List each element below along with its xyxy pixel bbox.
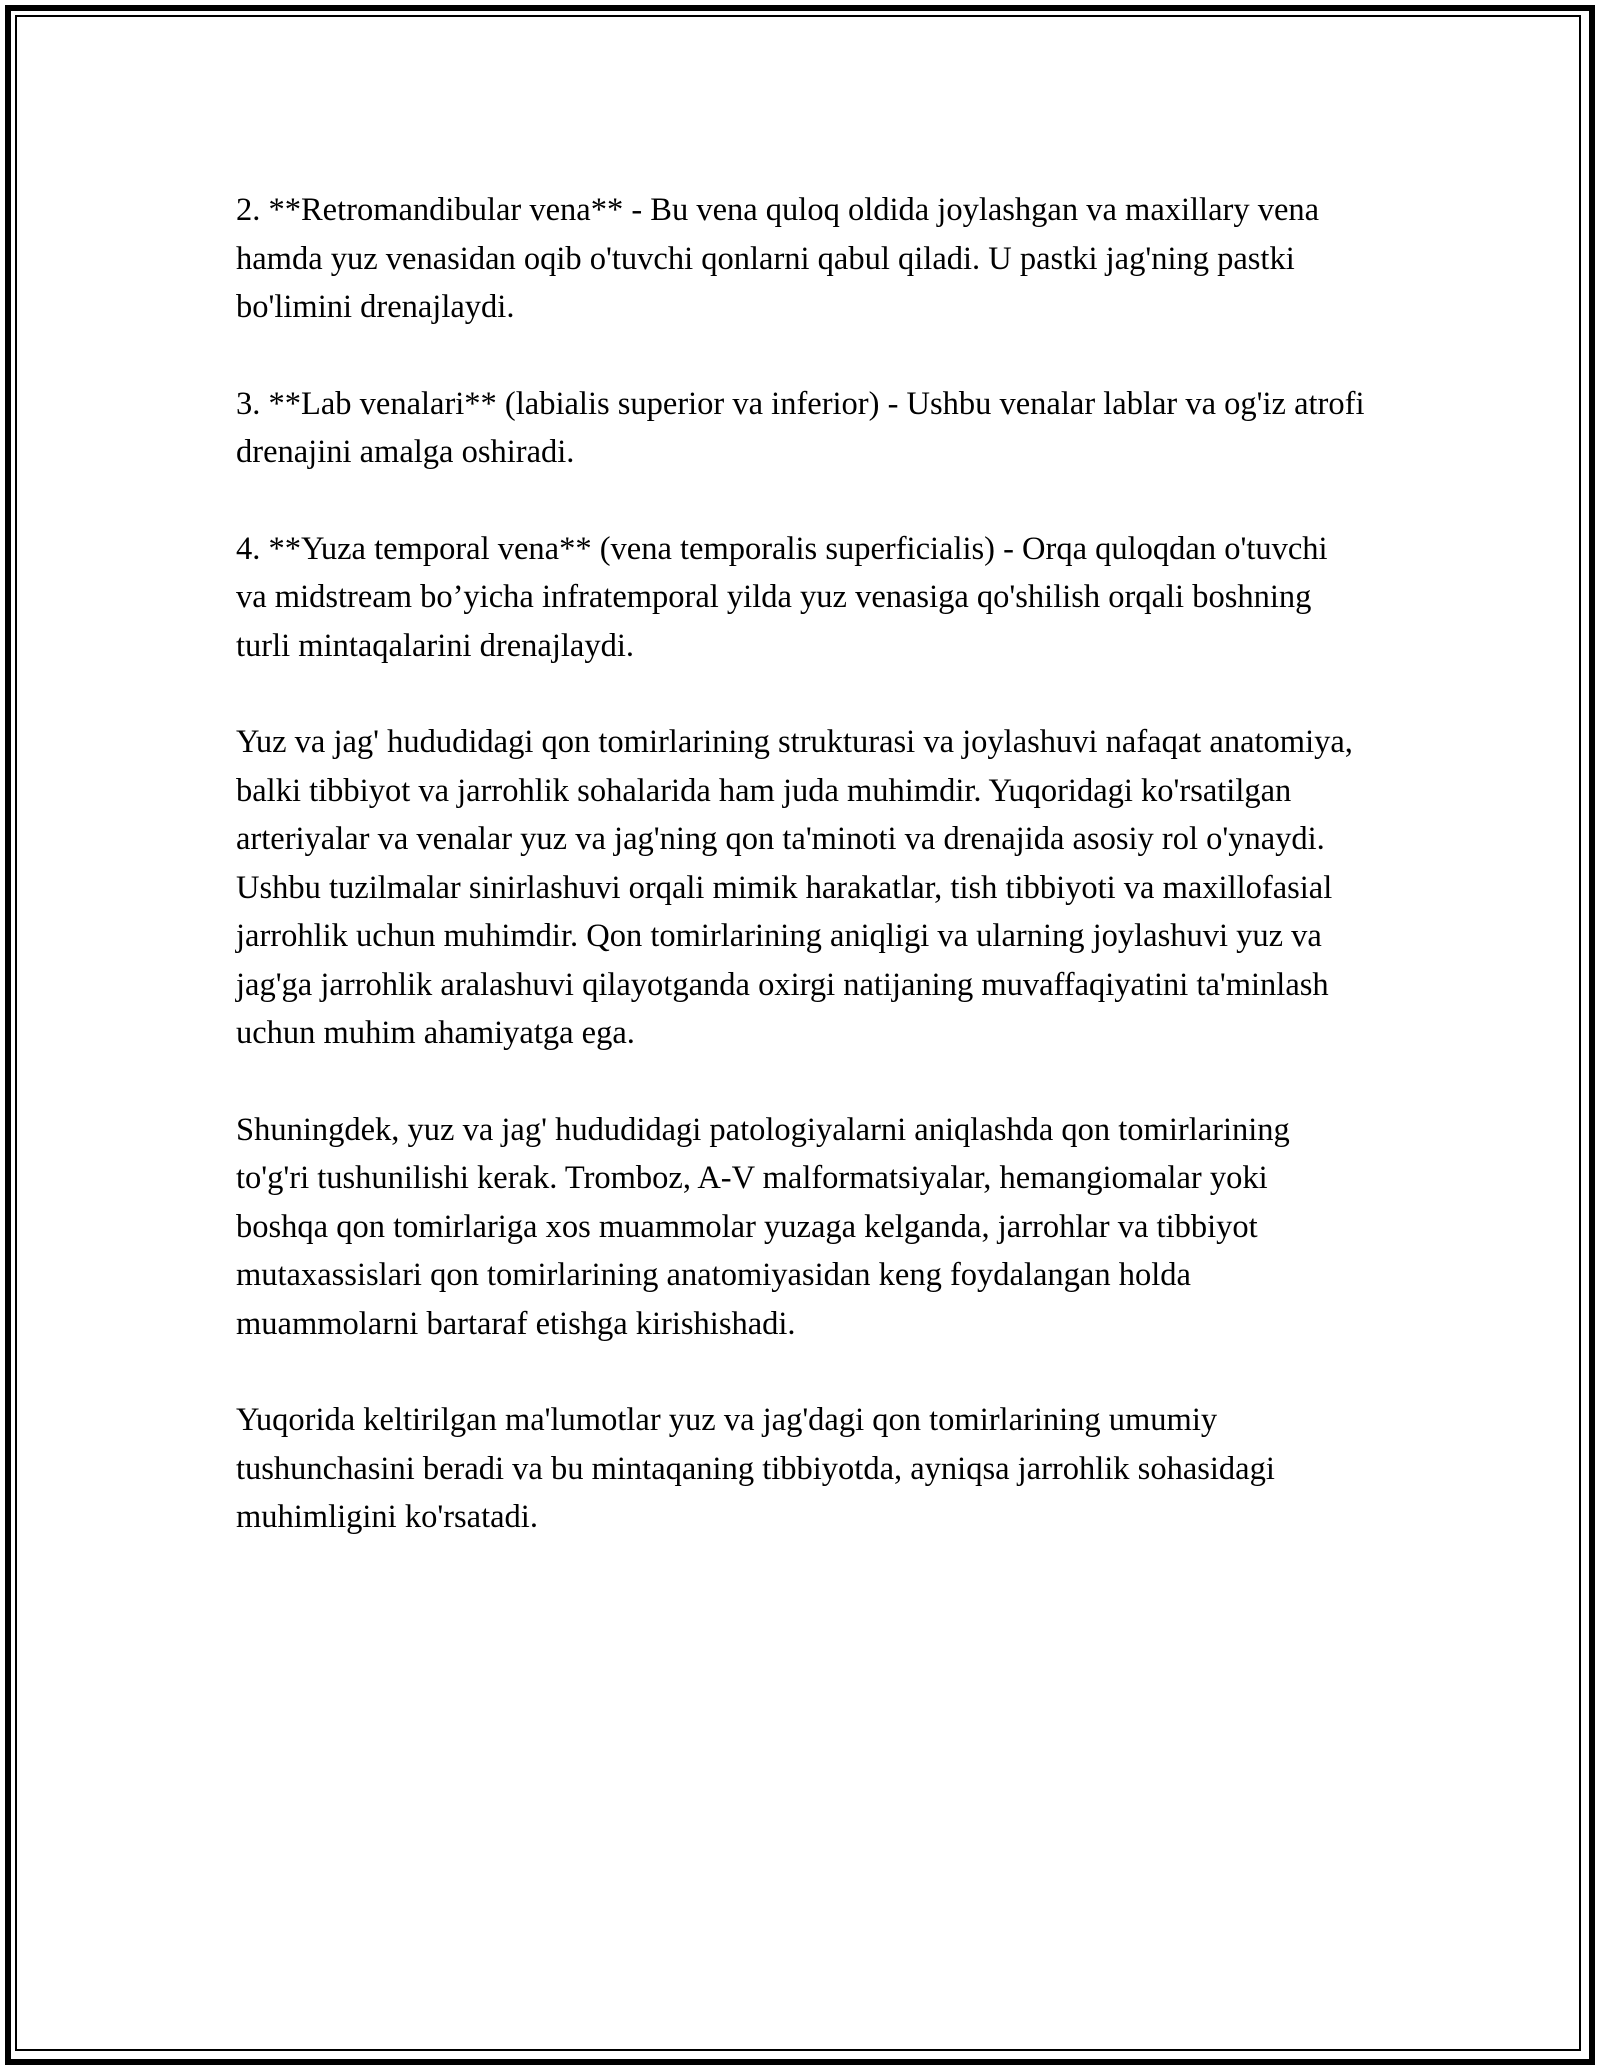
paragraph-superficial-temporal-vein: 4. **Yuza temporal vena** (vena temporalis superficialis) - Orqa quloqdan o'tuvchi va midstream bo’yicha infratemporal yilda yuz venasiga qo'shilish orqali boshning turli mintaqalarini drenajlaydi. [236,530,1328,664]
paragraph-conclusion: Yuqorida keltirilgan ma'lumotlar yuz va jag'dagi qon tomirlarining umumiy tushunchasini beradi va bu mintaqaning tibbiyotda, ayniqsa jarrohlik sohasidagi muhimligini ko'rsatadi. [236,1402,1275,1535]
paragraph-pathologies: Shuningdek, yuz va jag' hududidagi patologiyalarni aniqlashda qon tomirlarining to'g'ri tushunilishi kerak. Tromboz, A-V malformatsiyalar, hemangiomalar yoki boshqa qon tomirlariga xos muammolar yuzaga kelganda, jarrohlar va tibbiyot mutaxassislari qon tomirlarining anatomiyasidan keng foydalangan holda muammolarni bartaraf etishga kirishishadi. [236,1111,1290,1342]
paragraph-vessel-importance: Yuz va jag' hududidagi qon tomirlarining strukturasi va joylashuvi nafaqat anatomiya, balki tibbiyot va jarrohlik sohalarida ham juda muhimdir. Yuqoridagi ko'rsatilgan arteriyalar va venalar yuz va jag'ning qon ta'minoti va drenajida asosiy rol o'ynaydi. Ushbu tuzilmalar sinirlashuvi orqali mimik harakatlar, tish tibbiyoti va maxillofasial jarrohlik uchun muhimdir. Qon tomirlarining aniqligi va ularning joylashuvi yuz va jag'ga jarrohlik aralashuvi qilayotganda oxirgi natijaning muvaffaqiyatini ta'minlash uchun muhim ahamiyatga ega. [236,724,1353,1051]
paragraph-retromandibular-vein: 2. **Retromandibular vena** - Bu vena quloq oldida joylashgan va maxillary vena hamda yuz venasidan oqib o'tuvchi qonlarni qabul qiladi. U pastki jag'ning pastki bo'limini drenajlaydi. [236,192,1320,325]
paragraph-labial-veins: 3. **Lab venalari** (labialis superior va inferior) - Ushbu venalar lablar va og'iz atrofi drenajini amalga oshiradi. [236,385,1365,470]
document-body [236,186,1366,1590]
